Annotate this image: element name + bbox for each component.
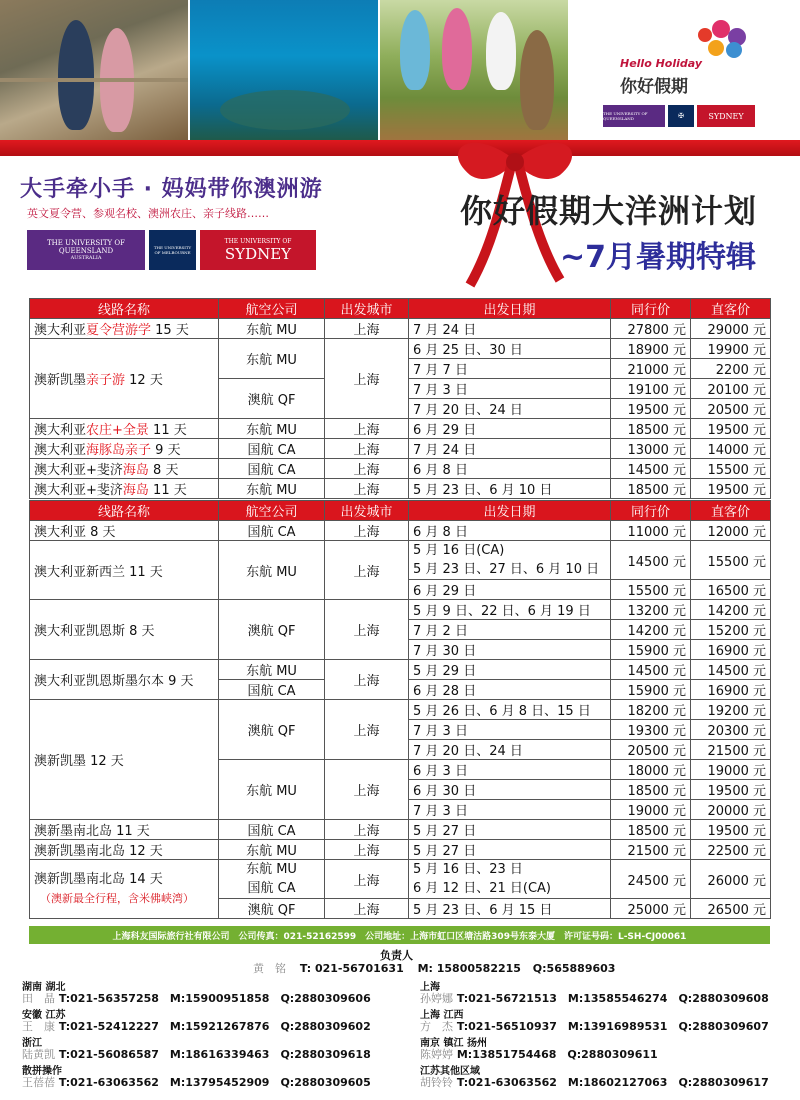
table-row: 7 月 20 日、24 日 19500 元 20500 元 [30,399,771,419]
table-row: 澳大利亚凯恩斯 8 天 澳航 QF 上海 5 月 9 日、22 日、6 月 19 日 13200 元 14200 元 [30,600,771,620]
table-row: 澳新凯墨南北岛 12 天 东航 MU 上海 5 月 27 日 21500 元 22500 元 [30,840,771,860]
table-row: 澳航 QF 上海 5 月 23 日、6 月 15 日 25000 元 26500 元 [30,899,771,919]
melbourne-logo: THE UNIVERSITY OF MELBOURNE [149,230,196,270]
route-table-2 [29,500,771,919]
table-row: 7 月 20 日、24 日 20500 元 21500 元 [30,740,771,760]
melbourne-logo-small: ✠ [668,105,694,127]
col-peer-price: 同行价 [611,299,691,319]
contact-row: 方 杰 T:021-56510937 M:13916989531 Q:2880309607 [420,1020,769,1033]
child-figure-3 [486,12,516,90]
table-row: 6 月 30 日 18500 元 19500 元 [30,780,771,800]
col-date: 出发日期 [409,299,611,319]
manager-contact: 黄 铭 T: 021-56701631 M: 15800582215 Q:565889603 [253,962,616,975]
table-row: 澳大利亚+斐济海岛 11 天 东航 MU 上海 5 月 23 日、6 月 10 日 18500 元 19500 元 [30,479,771,499]
region-label: 上海 [420,982,440,993]
route-note: （澳新最全行程，含米佛峡湾） [40,892,194,905]
table-row: 澳大利亚农庄+全景 11 天 东航 MU 上海 6 月 29 日 18500 元 19500 元 [30,419,771,439]
route-table-1 [29,298,771,499]
manager-title: 负责人 [380,949,413,962]
table-row: 澳新凯墨 12 天 澳航 QF 上海 5 月 26 日、6 月 8 日、15 日 18200 元 19200 元 [30,700,771,720]
table-row: 澳大利亚 8 天 国航 CA 上海 6 月 8 日 11000 元 12000 元 [30,521,771,541]
table-row: 澳大利亚新西兰 11 天 东航 MU 上海 5 月 16 日(CA) 5 月 23 日、27 日、6 月 10 日 14500 元 15500 元 [30,541,771,580]
farmer-figure [58,20,94,130]
table-row: 7 月 2 日 14200 元 15200 元 [30,620,771,640]
table-row: 澳大利亚夏令营游学 15 天 东航 MU 上海 7 月 24 日 27800 元 29000 元 [30,319,771,339]
table-row: 澳航 QF 7 月 3 日 19100 元 20100 元 [30,379,771,399]
region-label: 南京 镇江 扬州 [420,1038,487,1049]
child-figure-2 [442,8,472,90]
contact-row: 田 晶 T:021-56357258 M:15900951858 Q:2880309606 [22,992,371,1005]
uq-logo: THE UNIVERSITY OF QUEENSLAND AUSTRALIA [27,230,145,270]
route-name: 澳大利亚夏令营游学 15 天 [30,319,219,339]
main-title: 你好假期大洋洲计划 [460,192,758,230]
route-name: 澳大利亚农庄+全景 11 天 [30,419,219,439]
region-label: 浙江 [22,1038,42,1049]
contact-row: 王蓓蓓 T:021-63063562 M:13795452909 Q:2880309605 [22,1076,371,1089]
table-row: 澳新凯墨南北岛 14 天 （澳新最全行程，含米佛峡湾） 东航 MU 国航 CA 上海 5 月 16 日、23 日 6 月 12 日、21 日(CA) 24500 元 26000 元 [30,860,771,899]
headline: 大手牵小手 · 妈妈带你澳洲游 [20,177,323,202]
region-label: 湖南 湖北 [22,982,66,993]
uq-logo-small: THE UNIVERSITY OF QUEENSLAND [603,105,665,127]
child-figure-1 [400,10,430,90]
region-label: 散拼操作 [22,1066,62,1077]
photo-farm [0,0,188,140]
fence [0,78,188,82]
table-row: 7 月 3 日 19300 元 20300 元 [30,720,771,740]
company-info-bar: 上海科友国际旅行社有限公司 公司传真：021-52162599 公司地址：上海市虹口区塘沽路309号东泰大厦 许可证号码：L-SH-CJ00061 [29,926,770,944]
col-direct-price: 直客价 [691,299,771,319]
kangaroo-figure [520,30,554,130]
contact-row: 胡铃铃 T:021-63063562 M:18602127063 Q:2880309617 [420,1076,769,1089]
table-row: 6 月 29 日 15500 元 16500 元 [30,580,771,600]
brand-name-en: Hello Holiday [620,57,703,70]
brand-name-cn: 你好假期 [620,77,688,97]
region-label: 江苏其他区域 [420,1066,480,1077]
contact-row: 王 康 T:021-52412227 M:15921267876 Q:2880309602 [22,1020,371,1033]
table-row: 东航 MU 上海 6 月 3 日 18000 元 19000 元 [30,760,771,780]
table-row: 7 月 3 日 19000 元 20000 元 [30,800,771,820]
red-ribbon [0,140,800,156]
sydney-logo: THE UNIVERSITY OF SYDNEY [200,230,316,270]
col-route: 线路名称 [30,299,219,319]
table-row: 7 月 7 日 21000 元 2200 元 [30,359,771,379]
table-row: 澳新凯墨亲子游 12 天 东航 MU 上海 6 月 25 日、30 日 18900 元 19900 元 [30,339,771,359]
table-header: 线路名称 航空公司 出发城市 出发日期 同行价 直客价 [30,501,771,521]
table-row: 澳大利亚海豚岛亲子 9 天 国航 CA 上海 7 月 24 日 13000 元 14000 元 [30,439,771,459]
subline: 英文夏令营、参观名校、澳洲农庄、亲子线路…… [27,207,269,220]
table-row: 7 月 30 日 15900 元 16900 元 [30,640,771,660]
route-name: 澳大利亚+斐济海岛 8 天 [30,459,219,479]
photo-reef [190,0,378,140]
sub-title: ~7月暑期特辑 [560,240,757,275]
contact-row: 陈婷婷 M:13851754468 Q:2880309611 [420,1048,658,1061]
route-name: 澳新凯墨亲子游 12 天 [30,339,219,419]
table-row: 澳大利亚+斐济海岛 8 天 国航 CA 上海 6 月 8 日 14500 元 15500 元 [30,459,771,479]
contact-row: 孙婷娜 T:021-56721513 M:13585546274 Q:2880309608 [420,992,769,1005]
route-name: 澳大利亚+斐济海岛 11 天 [30,479,219,499]
col-airline: 航空公司 [219,299,325,319]
region-label: 安徽 江苏 [22,1010,66,1021]
table-row: 澳大利亚凯恩斯墨尔本 9 天 东航 MU 上海 5 月 29 日 14500 元 14500 元 [30,660,771,680]
sydney-logo-small: SYDNEY [697,105,755,127]
col-city: 出发城市 [325,299,409,319]
contact-row: 陆黄凯 T:021-56086587 M:18616339463 Q:2880309618 [22,1048,371,1061]
photo-kangaroo [380,0,568,140]
coral [220,90,350,130]
table-row: 国航 CA 6 月 28 日 15900 元 16900 元 [30,680,771,700]
table-header [30,299,771,319]
route-name: 澳大利亚海豚岛亲子 9 天 [30,439,219,459]
region-label: 上海 江西 [420,1010,464,1021]
table-row: 澳新墨南北岛 11 天 国航 CA 上海 5 月 27 日 18500 元 19500 元 [30,820,771,840]
